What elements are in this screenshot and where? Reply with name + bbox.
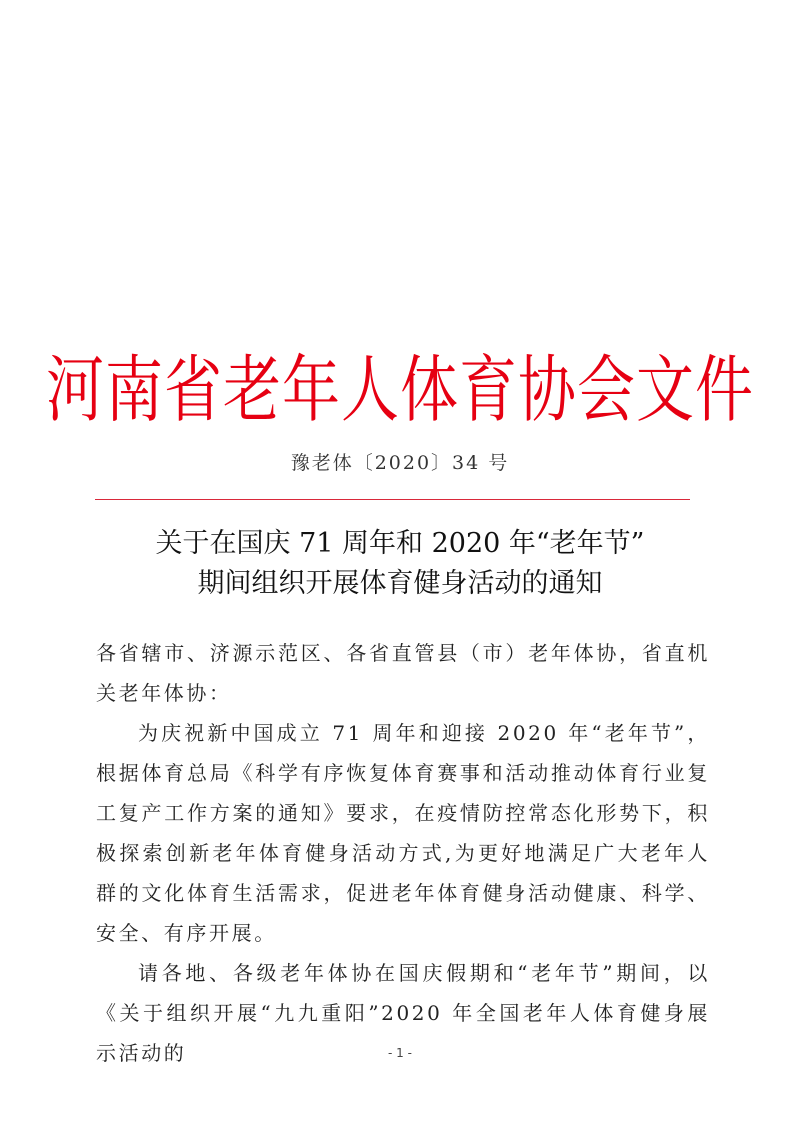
- red-divider-rule: [95, 499, 690, 500]
- document-header-title: 河南省老年人体育协会文件: [45, 347, 754, 433]
- salutation: 各省辖市、济源示范区、各省直管县（市）老年体协，省直机关老年体协：: [96, 641, 710, 705]
- page-number: - 1 -: [388, 1046, 412, 1060]
- body-paragraph: 请各地、各级老年体协在国庆假期和“老年节”期间，以《关于组织开展“九九重阳”2020 年全国老年人体育健身展示活动的: [96, 961, 710, 1065]
- notice-title-line-1: 关于在国庆 71 周年和 2020 年“老年节”: [155, 528, 645, 559]
- document-number: 豫老体〔2020〕34 号: [290, 452, 510, 474]
- notice-title-line-2: 期间组织开展体育健身活动的通知: [197, 568, 603, 599]
- document-body: [96, 633, 710, 1073]
- body-paragraph: 为庆祝新中国成立 71 周年和迎接 2020 年“老年节”，根据体育总局《科学有序恢复体育赛事和活动推动体育行业复工复产工作方案的通知》要求，在疫情防控常态化形势下，积极探索创新老年体育健身活动方式,为更好地满足广大老年人群的文化体育生活需求，促进老年体育健身活动健康、科学、安全、有序开展。: [96, 721, 710, 945]
- notice-title: [0, 524, 800, 604]
